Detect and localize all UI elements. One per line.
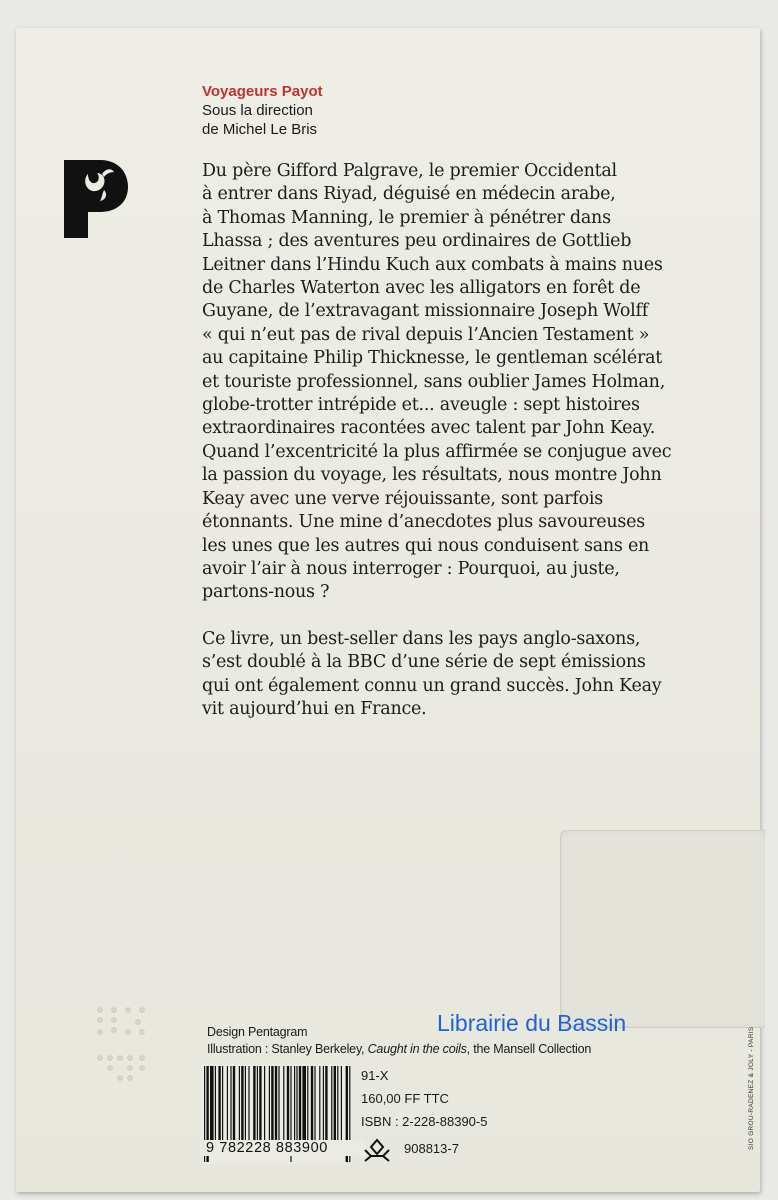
blurb-line: Lhassa ; des aventures peu ordinaires de Gottlieb [202,231,632,252]
blurb-line: étonnants. Une mine d’anecdotes plus savoureuses [202,512,645,533]
isbn: ISBN : 2-228-88390-5 [361,1114,488,1129]
blurb-line: Leitner dans l’Hindu Kuch aux combats à mains nues [202,254,663,275]
blurb-line: Keay avec une verve réjouissante, sont parfois [202,488,603,509]
blurb-line: Guyane, de l’extravagant missionnaire Joseph Wolff [202,301,648,322]
blurb-paragraph-1 [202,160,742,605]
blurb-line: « qui n’eut pas de rival depuis l’Ancien Testament » [202,324,650,345]
blurb-line: la passion du voyage, les résultats, nous montre John [202,465,662,486]
blurb-line: globe-trotter intrépide et... aveugle : sept histoires [202,395,640,416]
bookshop-watermark: Librairie du Bassin [437,1010,627,1036]
illustration-title: Caught in the coils [367,1042,467,1056]
blurb-line: avoir l’air à nous interroger : Pourquoi, au juste, [202,558,620,579]
blurb-paragraph-2 [202,628,742,722]
series-direction-line2: de Michel Le Bris [202,121,318,138]
illustration-credit [207,1041,591,1058]
series-direction-line1: Sous la direction [202,102,313,119]
braille-dots-icon [94,1006,154,1090]
blurb-line: Ce livre, un best-seller dans les pays anglo-saxons, [202,628,641,649]
blurb-line: extraordinaires racontées avec talent par John Keay. [202,418,656,439]
blurb-line: Quand l’excentricité la plus affirmée se conjugue avec [202,441,672,462]
illustration-credit-prefix: Illustration : Stanley Berkeley, [207,1042,368,1056]
blurb-line: à entrer dans Riyad, déguisé en médecin arabe, [202,184,616,205]
publisher-mark-icon [361,1138,393,1162]
product-codes [361,1064,487,1133]
blurb-line: qui ont également connu un grand succès. John Keay [202,675,662,696]
blurb-line: et touriste professionnel, sans oublier James Holman, [202,371,666,392]
payot-p-logo-icon [64,160,128,238]
code-91x: 91-X [361,1068,389,1083]
blurb-line: au capitaine Philip Thicknesse, le gentleman scélérat [202,348,663,369]
barcode-digits: 9 782228 883900 [200,1140,366,1156]
blurb-line: à Thomas Manning, le premier à pénétrer dans [202,207,611,228]
series-name: Voyageurs Payot [202,83,323,100]
order-code: 908813-7 [404,1141,459,1156]
design-credit: Design Pentagram [207,1025,308,1039]
blurb-line: vit aujourd’hui en France. [202,698,427,719]
blurb-line: s’est doublé à la BBC d’une série de sept émissions [202,652,646,673]
blurb-line: partons-nous ? [202,582,330,603]
blurb-line: Du père Gifford Palgrave, le premier Occidental [202,161,617,181]
blurb-line: de Charles Waterton avec les alligators en forêt de [202,278,641,299]
blurb-line: les unes que les autres qui nous conduisent sans en [202,535,650,556]
back-cover-blurb [202,160,742,721]
illustration-credit-suffix: , the Mansell Collection [466,1042,592,1056]
series-credit [202,82,323,139]
removed-sticker-mark [560,830,765,1028]
price: 160,00 FF TTC [361,1091,449,1106]
printer-credit: SIO GROU-RADENEZ & JOLY - PARIS [748,1026,755,1150]
